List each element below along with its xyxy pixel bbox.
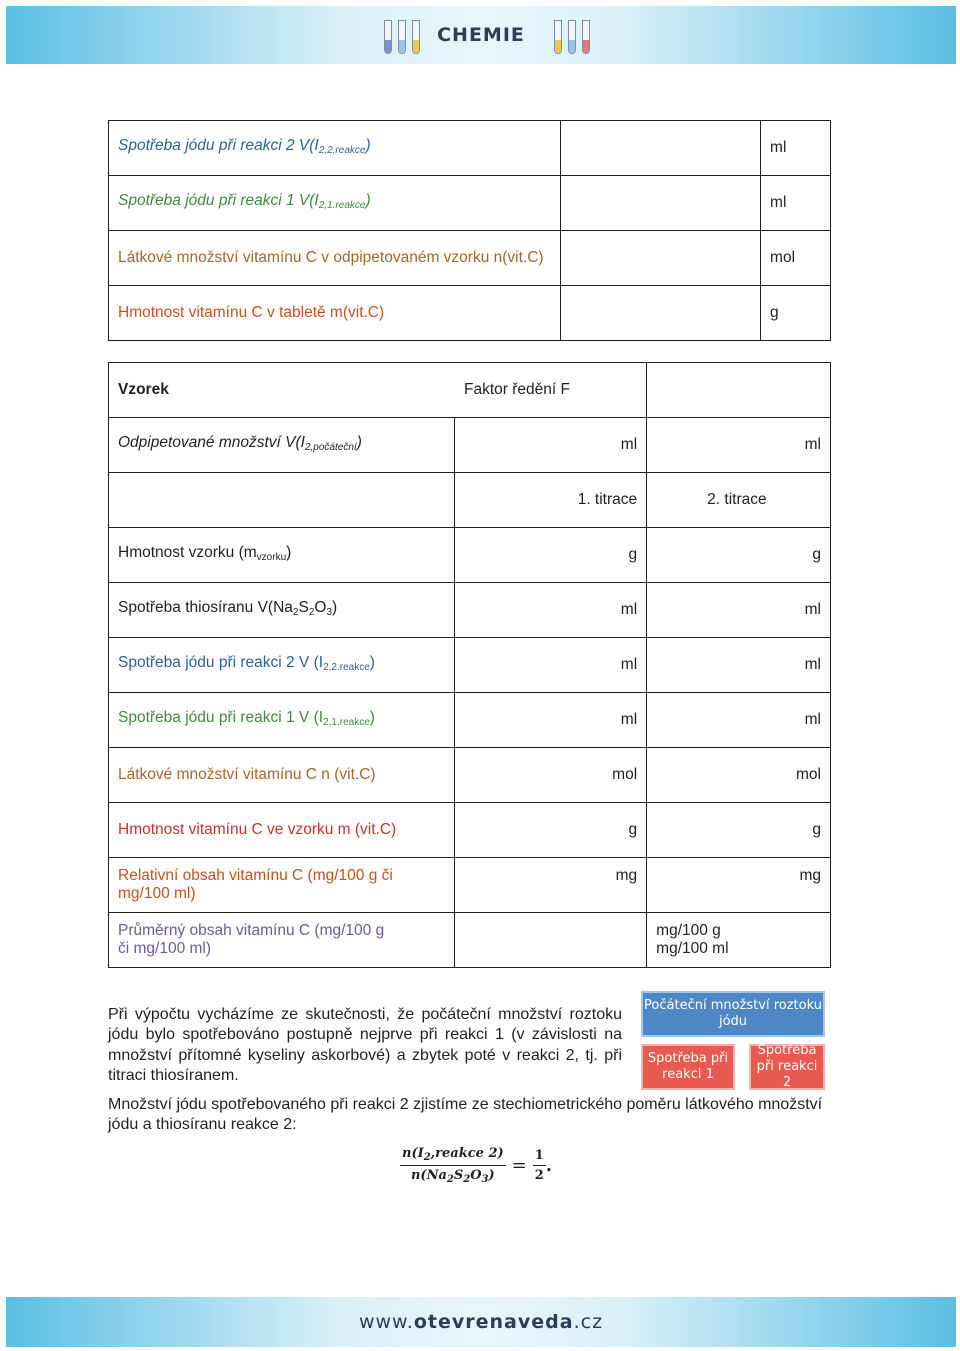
lhs-fraction: $\frac{n(I_2,reakce 2)}{n(Na_2S_2O_3)}$: [402, 1146, 504, 1185]
unit-label: mol: [761, 231, 831, 286]
row-label: Hmotnost vitamínu C v tabletě m(vit.C): [109, 286, 561, 341]
row-label: Hmotnost vitamínu C ve vzorku m (vit.C): [109, 803, 455, 858]
row-label: Spotřeba jódu při reakci 2 V $(I_{2,2.reakce})$: [109, 638, 455, 693]
unit-label: mol: [647, 748, 831, 803]
unit-label: g: [455, 528, 647, 583]
stoichiometry-formula: $\frac{n(I_2,reakce 2)}{n(Na_2S_2O_3)}$ = $\frac{1}{2}$ .: [402, 1146, 553, 1185]
vzorek-header: Vzorek: [109, 363, 455, 418]
value-cell[interactable]: [455, 913, 647, 968]
value-cell[interactable]: [561, 286, 761, 341]
header-title: CHEMIE: [437, 24, 525, 46]
titrace-2-header: 2. titrace: [647, 473, 831, 528]
row-label: Spotřeba jódu při reakci 1 $V(I_{2,1.reakce})$: [109, 176, 561, 231]
unit-label: ml: [647, 693, 831, 748]
test-tubes-icon: [554, 20, 590, 54]
diagram-box-reaction-1: Spotřeba při reakci 1: [641, 1044, 735, 1090]
page-header: [6, 6, 956, 64]
unit-label: g: [647, 528, 831, 583]
blank-cell: [109, 473, 455, 528]
unit-label: mg/100 g mg/100 ml: [647, 913, 831, 968]
unit-label: ml: [455, 583, 647, 638]
row-label: Hmotnost vzorku $(m_{vzorku})$: [109, 528, 455, 583]
value-cell[interactable]: [561, 176, 761, 231]
row-label: Průměrný obsah vitamínu C (mg/100 g či mg/100 ml): [109, 913, 455, 968]
unit-label: ml: [455, 693, 647, 748]
unit-label: mol: [455, 748, 647, 803]
diagram-box-initial: Počáteční množství roztoku jódu: [641, 991, 825, 1037]
unit-label: ml: [647, 418, 831, 473]
diagram-box-reaction-2: Spotřeba při reakci 2: [749, 1044, 825, 1090]
value-cell[interactable]: [561, 231, 761, 286]
titrace-1-header: 1. titrace: [455, 473, 647, 528]
row-label: Látkové množství vitamínu C n (vit.C): [109, 748, 455, 803]
row-label: Spotřeba jódu při reakci 1 V $(I_{2,1.reakce})$: [109, 693, 455, 748]
unit-label: ml: [647, 583, 831, 638]
footer-url[interactable]: www.otevrenaveda.cz: [358, 1311, 604, 1333]
unit-label: mg: [647, 858, 831, 913]
unit-label: ml: [455, 638, 647, 693]
paragraph-1: Při výpočtu vycházíme ze skutečnosti, že počáteční množství roztoku jódu bylo spotřebováno postupně nejprve při reakci 1 (v závislosti na množství přítomné kyseliny askorbové) a zbytek poté v reakci 2, tj. při titraci thiosíranem.: [108, 1006, 622, 1084]
unit-label: g: [455, 803, 647, 858]
row-label: Spotřeba jódu při reakci 2 $V(I_{2,2.reakce})$: [109, 121, 561, 176]
results-table-1: [108, 120, 831, 341]
unit-label: ml: [761, 121, 831, 176]
unit-label: ml: [761, 176, 831, 231]
row-label: Odpipetované množství $V(I_{2,počáteční})$: [109, 418, 455, 473]
value-cell[interactable]: [561, 121, 761, 176]
row-label: Relativní obsah vitamínu C (mg/100 g či mg/100 ml): [109, 858, 455, 913]
row-label: Spotřeba thiosíranu $V(Na_2S_2O_3)$: [109, 583, 455, 638]
faktor-value-cell[interactable]: [647, 363, 831, 418]
paragraph-2: Množství jódu spotřebovaného při reakci 2 zjistíme ze stechiometrického poměru látkového množství jódu a thiosíranu reakce 2:: [108, 1096, 823, 1134]
results-table-2: [108, 362, 831, 968]
unit-label: g: [647, 803, 831, 858]
unit-label: g: [761, 286, 831, 341]
faktor-label: Faktor ředění F: [455, 363, 647, 418]
rhs-fraction: $\frac{1}{2}$: [534, 1148, 544, 1183]
unit-label: ml: [647, 638, 831, 693]
unit-label: ml: [455, 418, 647, 473]
row-label: Látkové množství vitamínu C v odpipetovaném vzorku n(vit.C): [109, 231, 561, 286]
unit-label: mg: [455, 858, 647, 913]
page-footer: [6, 1297, 956, 1347]
